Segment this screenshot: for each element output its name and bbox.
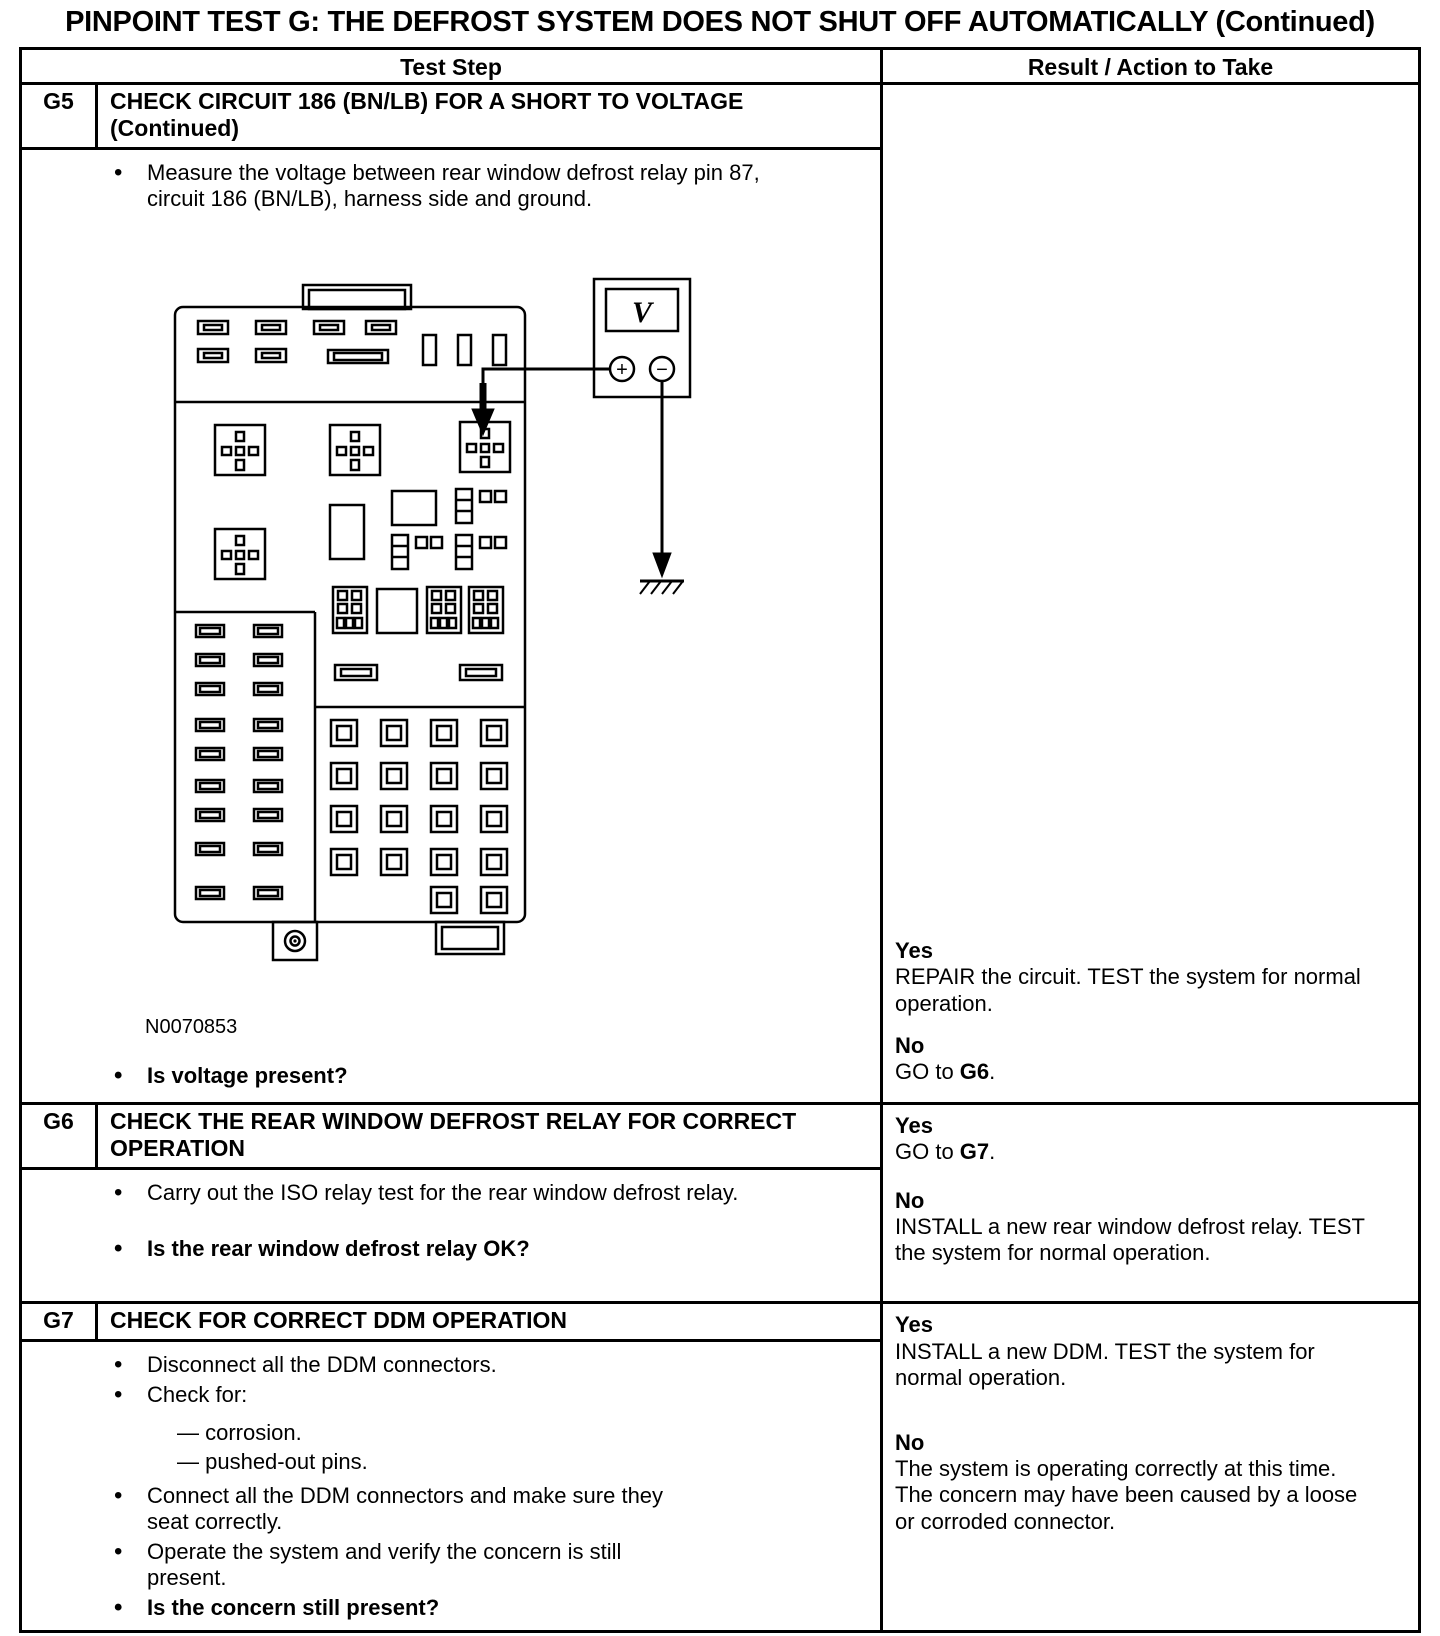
g6-no-action: INSTALL a new rear window defrost relay. TEST the system for normal operation.: [895, 1214, 1365, 1266]
g6-no-label: No: [895, 1187, 925, 1213]
g5-question-text: Is voltage present?: [147, 1062, 348, 1088]
g7-instruction-4: [22, 1539, 702, 1592]
g7-instruction-3: [22, 1483, 702, 1536]
column-header-test-step: Test Step: [22, 50, 883, 82]
g6-yes-action-target: G7: [959, 1139, 990, 1165]
g5-no-action: [895, 1059, 1371, 1085]
g5-yes-action: REPAIR the circuit. TEST the system for normal operation.: [895, 964, 1361, 1016]
g7-test-step-cell: [22, 1304, 883, 1630]
table-header-row: [22, 50, 1418, 85]
plus-terminal-label: +: [616, 358, 628, 381]
g5-test-step-cell: [22, 85, 883, 1102]
g6-instruction-1-text: Carry out the ISO relay test for the rear window defrost relay.: [147, 1180, 739, 1206]
screw-icon: [293, 939, 296, 942]
g5-no-action-target: G6: [959, 1059, 990, 1085]
g6-step-body: [22, 1170, 880, 1301]
g5-instruction-1: [22, 160, 762, 213]
g5-result-cell: [883, 85, 1418, 1102]
relay-icon: [215, 529, 265, 579]
g7-instruction-2-text: Check for:: [147, 1381, 248, 1407]
g6-question-text: Is the rear window defrost relay OK?: [147, 1236, 530, 1262]
g5-result-no: [895, 1033, 1404, 1086]
g5-no-action-suffix: .: [989, 1059, 996, 1085]
g5-no-action-prefix: GO to: [895, 1059, 960, 1085]
g7-step-heading: CHECK FOR CORRECT DDM OPERATION: [110, 1307, 568, 1334]
g7-instruction-3-text: Connect all the DDM connectors and make sure they seat correctly.: [147, 1483, 664, 1535]
g6-instruction-1: [22, 1180, 792, 1206]
g7-result-cell: [883, 1304, 1418, 1630]
g7-step-body: [22, 1342, 880, 1630]
g5-result-yes: [895, 938, 1404, 1017]
g6-yes-action: [895, 1139, 1371, 1165]
g7-yes-label: Yes: [895, 1312, 933, 1338]
test-row-g7: [22, 1304, 1418, 1630]
g5-step-header: [22, 85, 880, 150]
g5-question: [22, 1063, 762, 1089]
g6-question: [22, 1236, 792, 1262]
test-row-g6: [22, 1105, 1418, 1305]
column-header-result: Result / Action to Take: [1027, 54, 1274, 80]
g7-no-action: The system is operating correctly at this time. The concern may have been caused by a loose or corroded connector.: [895, 1455, 1358, 1534]
fuse-box-voltmeter-diagram: [170, 277, 700, 967]
g6-step-id: G6: [22, 1105, 98, 1167]
g7-step-id: G7: [22, 1304, 98, 1339]
ground-symbol-icon: [640, 581, 684, 594]
pinpoint-test-table: [19, 47, 1421, 1633]
g5-step-heading: CHECK CIRCUIT 186 (BN/LB) FOR A SHORT TO VOLTAGE (Continued): [110, 87, 744, 141]
g5-instruction-1-text: Measure the voltage between rear window defrost relay pin 87, circuit 186 (BN/LB), harness side and ground.: [147, 159, 760, 212]
g6-result-cell: [883, 1105, 1418, 1302]
g7-question: [22, 1595, 702, 1621]
g6-yes-label: Yes: [895, 1112, 933, 1138]
g7-result-no: [895, 1430, 1404, 1536]
g6-step-heading: CHECK THE REAR WINDOW DEFROST RELAY FOR CORRECT OPERATION: [110, 1107, 797, 1161]
g5-figure: [170, 277, 700, 967]
relay-icon: [215, 425, 265, 475]
g7-step-header: [22, 1304, 880, 1342]
g6-result-no: [895, 1188, 1404, 1267]
minus-terminal-label: −: [656, 358, 668, 381]
test-row-g5: [22, 85, 1418, 1105]
g7-no-label: No: [895, 1429, 925, 1455]
g7-instruction-1-text: Disconnect all the DDM connectors.: [147, 1352, 497, 1378]
g5-step-id: G5: [22, 85, 98, 147]
g7-yes-action: INSTALL a new DDM. TEST the system for normal operation.: [895, 1338, 1315, 1391]
g6-yes-action-suffix: .: [989, 1139, 996, 1165]
g7-check-item-pushed-out-pins: — pushed-out pins.: [177, 1448, 368, 1474]
g7-question-text: Is the concern still present?: [147, 1594, 440, 1620]
junction-box-outline: [175, 285, 525, 960]
g7-instruction-4-text: Operate the system and verify the concern is still present.: [147, 1538, 622, 1591]
negative-test-lead: [653, 381, 671, 577]
g6-test-step-cell: [22, 1105, 883, 1302]
page-title: PINPOINT TEST G: THE DEFROST SYSTEM DOES NOT SHUT OFF AUTOMATICALLY (Continued): [65, 6, 1375, 38]
g5-yes-label: Yes: [895, 937, 933, 963]
relay-icon: [330, 425, 380, 475]
g7-check-item-corrosion: — corrosion.: [177, 1420, 302, 1446]
voltmeter-v-label: V: [631, 295, 653, 329]
ground-arrow-icon: [653, 553, 671, 577]
g5-no-label: No: [895, 1033, 925, 1059]
g6-yes-action-prefix: GO to: [895, 1139, 960, 1165]
figure-reference-number: N0070853: [145, 1015, 238, 1038]
g7-result-yes: [895, 1312, 1404, 1391]
g7-instruction-2: [22, 1382, 702, 1408]
g5-step-body: [22, 150, 880, 1102]
g6-step-header: [22, 1105, 880, 1170]
g6-result-yes: [895, 1113, 1404, 1166]
g7-instruction-1: [22, 1352, 702, 1378]
